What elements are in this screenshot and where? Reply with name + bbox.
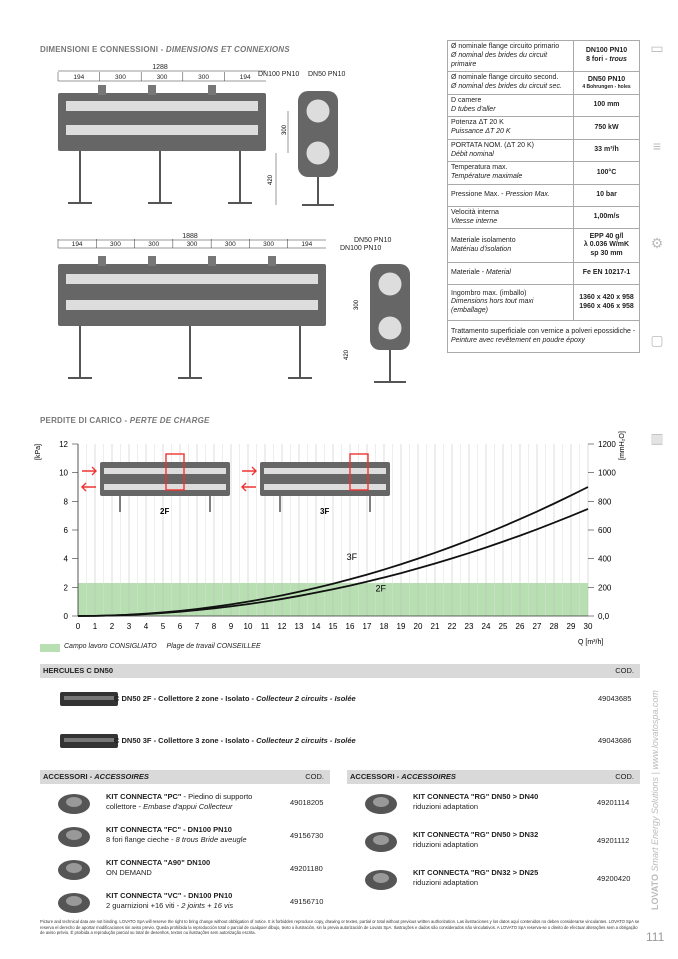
accessory-text: KIT CONNECTA "A90" DN100 ON DEMAND (106, 858, 211, 878)
product-row (40, 728, 640, 756)
dims-title: DIMENSIONI E CONNESSIONI - DIMENSIONS ET CONNEXIONS (40, 45, 290, 54)
legend-text: Campo lavoro CONSIGLIATO Plage de travail CONSEILLEE (64, 643, 261, 650)
x-tick-label: 13 (294, 622, 304, 631)
spec-value: 10 bar (574, 184, 640, 206)
spec-table (447, 40, 640, 353)
accessories-right-header: ACCESSORI - ACCESSOIRES COD. (347, 770, 640, 784)
spec-row (448, 184, 640, 206)
series-label-2F: 2F (375, 583, 387, 594)
accessory-thumb (52, 821, 96, 849)
x-tick-label: 21 (430, 622, 440, 631)
spec-label: Temperatura max. Température maximale (448, 162, 574, 185)
x-tick-label: 6 (177, 622, 183, 631)
footnote: Picture and technical data are not binding. LOVATO SpA will reserve the right to bring change without obbligation of notice. It is forbidden reproduce copy, drawing or textes, partial or total without previous written authorization. Las ilustraciones y los datos aquí contenidos no deben considerarse vinculantes. LOVATO SpA se reserva el derecho de aportar modificaciones sin aviso previo. Queda prohibida la reproducción total o parcial de cualquier dibujo, texto o ilustración, sin la previa autorización de Lovato SpA. Ilustrações e dados são considerados não vinculativos. A LOVATO SpA reserva-se o direito de efectuar alterações sem a obrigação de aviso prévio. É proibida a reprodução parcial ou total de desenhos, textos ou ilustrações sem autorização escrita. (40, 919, 640, 936)
dim-overall: 1288 (152, 64, 168, 71)
accessory-text: KIT CONNECTA "VC" - DN100 PN10 2 guarnizioni +16 viti - 2 joints + 16 vis (106, 891, 234, 911)
spec-value: 100°C (574, 162, 640, 185)
spec-row (448, 72, 640, 95)
spec-value: 33 m³/h (574, 139, 640, 162)
spec-row (448, 41, 640, 72)
accessory-row (40, 854, 330, 884)
y2-tick-label: 200 (598, 583, 612, 593)
collector-thumb (58, 730, 120, 752)
x-tick-label: 9 (228, 622, 234, 631)
y-axis-label: [kPa] (35, 444, 42, 460)
series-label-3F: 3F (346, 552, 358, 563)
accessory-row (347, 864, 637, 894)
x-tick-label: 26 (515, 622, 525, 631)
x-tick-label: 7 (194, 622, 200, 631)
x-tick-label: 14 (311, 622, 321, 631)
spec-label: Ø nominale flange circuito primario Ø nominal des brides du circuit primaire (448, 41, 574, 72)
dim-segment: 300 (224, 241, 236, 248)
spec-label: Pressione Max. - Pression Max. (448, 184, 574, 206)
spec-row (448, 117, 640, 140)
accessory-code: 49156730 (290, 831, 324, 840)
accessory-code: 49201180 (290, 864, 323, 873)
dim-segments (58, 72, 251, 81)
accessory-code: 49201114 (597, 798, 630, 807)
radiator-icon: ≡ (652, 138, 662, 154)
y2-axis-label: [mmH₂O] (619, 431, 626, 460)
accessories-left-header: ACCESSORI - ACCESSOIRES COD. (40, 770, 330, 784)
dim-segment: 300 (198, 74, 210, 81)
collector-icon: ▭ (650, 40, 664, 56)
accessory-text: KIT CONNECTA "FC" - DN100 PN10 8 fori flange cieche - 8 trous Bride aveugle (106, 825, 247, 845)
x-tick-label: 29 (566, 622, 576, 631)
gear-icon: ⚙ (650, 235, 664, 251)
spec-label: Potenza ΔT 20 K Puissance ΔT 20 K (448, 117, 574, 140)
product-code: 49043685 (598, 694, 632, 703)
svg-text:420: 420 (344, 349, 350, 360)
spec-label: D camere D tubes d'aller (448, 94, 574, 117)
spec-row (448, 321, 640, 353)
x-tick-label: 17 (362, 622, 372, 631)
y2-tick-label: 1200 (598, 440, 616, 449)
accessory-text: KIT CONNECTA "RG" DN32 > DN25 riduzioni adaptation (413, 868, 539, 888)
x-tick-label: 10 (243, 622, 253, 631)
spec-row (448, 263, 640, 285)
spec-value: DN100 PN10 8 fori - trous (574, 41, 640, 72)
x-tick-label: 11 (260, 622, 270, 631)
accessory-row (347, 826, 637, 856)
spec-value: Fe EN 10217-1 (574, 263, 640, 285)
x-tick-label: 1 (92, 622, 98, 631)
svg-text:DN100 PN10: DN100 PN10 (340, 245, 382, 252)
pressure-loss-chart (30, 430, 630, 655)
x-tick-label: 5 (160, 622, 166, 631)
y-tick-label: 6 (63, 526, 68, 535)
dim-segment: 194 (71, 241, 83, 248)
chart-icon: ▥ (650, 430, 664, 446)
spec-value: DN50 PN10 4 Bohrungen - holes (574, 72, 640, 95)
accessory-row (40, 788, 330, 818)
page-number: 111 (646, 930, 665, 944)
spec-row (448, 162, 640, 185)
x-tick-label: 24 (481, 622, 491, 631)
svg-text:3F: 3F (320, 507, 330, 516)
x-tick-label: 30 (583, 622, 593, 631)
accessory-text: KIT CONNECTA "PC" - Piedino di supporto collettore - Embase d'appui Collecteur (106, 792, 253, 812)
x-tick-label: 2 (109, 622, 115, 631)
flange-label-1: DN100 PN10 (258, 71, 300, 78)
products-header: HERCULES C DN50 COD. (40, 664, 640, 678)
y2-tick-label: 600 (598, 526, 612, 535)
spec-row (448, 206, 640, 229)
y2-tick-label: 400 (598, 554, 612, 564)
accessory-thumb (52, 887, 96, 915)
product-name: C DN50 3F - Collettore 3 zone - Isolato - Collecteur 2 circuits - Isolée (114, 736, 356, 745)
spec-row (448, 229, 640, 263)
product-code: 49043686 (598, 736, 632, 745)
x-tick-label: 8 (211, 622, 217, 631)
spec-value: 1360 x 420 x 958 1960 x 406 x 958 (574, 285, 640, 321)
y2-tick-label: 800 (598, 497, 612, 507)
spec-label: Ingombro max. (imballo) Dimensions hors tout maxi (emballage) (448, 285, 574, 321)
svg-text:1888: 1888 (182, 233, 198, 240)
svg-text:420: 420 (268, 174, 274, 185)
spec-label: Trattamento superficiale con vernice a polveri epossidiche - Peinture avec revêtement en poudre époxy (448, 321, 640, 353)
x-tick-label: 16 (345, 622, 355, 631)
y-tick-label: 12 (59, 440, 68, 449)
dim-segment: 300 (114, 74, 126, 81)
accessory-thumb (52, 788, 96, 816)
x-tick-label: 25 (498, 622, 508, 631)
loss-title: PERDITE DI CARICO - PERTE DE CHARGE (40, 416, 210, 425)
dim-segment: 194 (301, 241, 313, 248)
y2-tick-label: 1000 (598, 468, 616, 478)
y-tick-label: 0 (63, 612, 68, 621)
mini-diagram-2F (82, 454, 230, 516)
x-tick-label: 28 (549, 622, 559, 631)
product-row (40, 686, 640, 714)
dim-segment: 300 (263, 241, 275, 248)
x-tick-label: 3 (126, 622, 132, 631)
accessory-code: 49200420 (597, 874, 631, 883)
spec-label: Velocità interna Vitesse interne (448, 206, 574, 229)
accessory-code: 49018205 (290, 798, 324, 807)
dim-segment: 300 (156, 74, 168, 81)
drawing-3f (40, 230, 440, 400)
x-tick-label: 20 (413, 622, 423, 631)
x-tick-label: 19 (396, 622, 406, 631)
product-name: C DN50 2F - Collettore 2 zone - Isolato - Collecteur 2 circuits - Isolée (114, 694, 356, 703)
collector-thumb (58, 688, 120, 710)
y-tick-label: 4 (63, 554, 68, 564)
y-tick-label: 2 (63, 583, 68, 593)
legend-swatch (40, 644, 60, 652)
spec-label: Materiale isolamento Matériau d'isolation (448, 229, 574, 263)
spec-row (448, 139, 640, 162)
y2-tick-label: 0,0 (598, 612, 610, 621)
dim-segment: 194 (239, 74, 251, 81)
accessory-thumb (359, 788, 403, 816)
accessory-thumb (359, 826, 403, 854)
dim-segment: 194 (73, 74, 85, 81)
accessory-row (40, 821, 330, 851)
x-tick-label: 27 (532, 622, 542, 631)
x-tick-label: 18 (379, 622, 389, 631)
spec-label: Materiale - Material (448, 263, 574, 285)
y-tick-label: 10 (59, 468, 68, 478)
y-tick-label: 8 (63, 497, 68, 507)
x-axis-label: Q [m³/h] (578, 639, 604, 646)
pipe-lower (66, 125, 258, 135)
drawing-2f (40, 55, 440, 220)
svg-text:300: 300 (354, 299, 360, 310)
dim-segment: 300 (109, 241, 121, 248)
spec-label: Ø nominale flange circuito second. Ø nominal des brides du circuit sec. (448, 72, 574, 95)
accessory-row (40, 887, 330, 917)
spec-row (448, 285, 640, 321)
spec-value: 100 mm (574, 94, 640, 117)
x-tick-label: 15 (328, 622, 338, 631)
spec-value: 750 kW (574, 117, 640, 140)
x-tick-label: 4 (143, 622, 149, 631)
svg-text:DN50 PN10: DN50 PN10 (354, 237, 392, 244)
accessory-code: 49156710 (290, 897, 324, 906)
accessory-code: 49201112 (597, 836, 630, 845)
spec-value: EPP 40 g/l λ 0.036 W/mK sp 30 mm (574, 229, 640, 263)
brand-vertical: LOVATO Smart Energy Solutions | www.lovatospa.com (650, 690, 660, 910)
dim-segment: 300 (148, 241, 160, 248)
x-tick-label: 0 (75, 622, 81, 631)
flange-label-2: DN50 PN10 (308, 71, 346, 78)
x-tick-label: 22 (447, 622, 457, 631)
accessory-thumb (52, 854, 96, 882)
accessory-text: KIT CONNECTA "RG" DN50 > DN32 riduzioni adaptation (413, 830, 539, 850)
x-tick-label: 12 (277, 622, 287, 631)
dim-segment: 300 (186, 241, 198, 248)
accessory-thumb (359, 864, 403, 892)
accessory-row (347, 788, 637, 818)
spec-row (448, 94, 640, 117)
device-icon: ▢ (650, 332, 664, 348)
accessory-text: KIT CONNECTA "RG" DN50 > DN40 riduzioni adaptation (413, 792, 539, 812)
pipe-upper (66, 101, 258, 111)
spec-label: PORTATA NOM. (ΔT 20 K) Débit nominal (448, 139, 574, 162)
svg-text:2F: 2F (160, 507, 170, 516)
svg-text:300: 300 (282, 124, 288, 135)
spec-value: 1,00m/s (574, 206, 640, 229)
x-tick-label: 23 (464, 622, 474, 631)
